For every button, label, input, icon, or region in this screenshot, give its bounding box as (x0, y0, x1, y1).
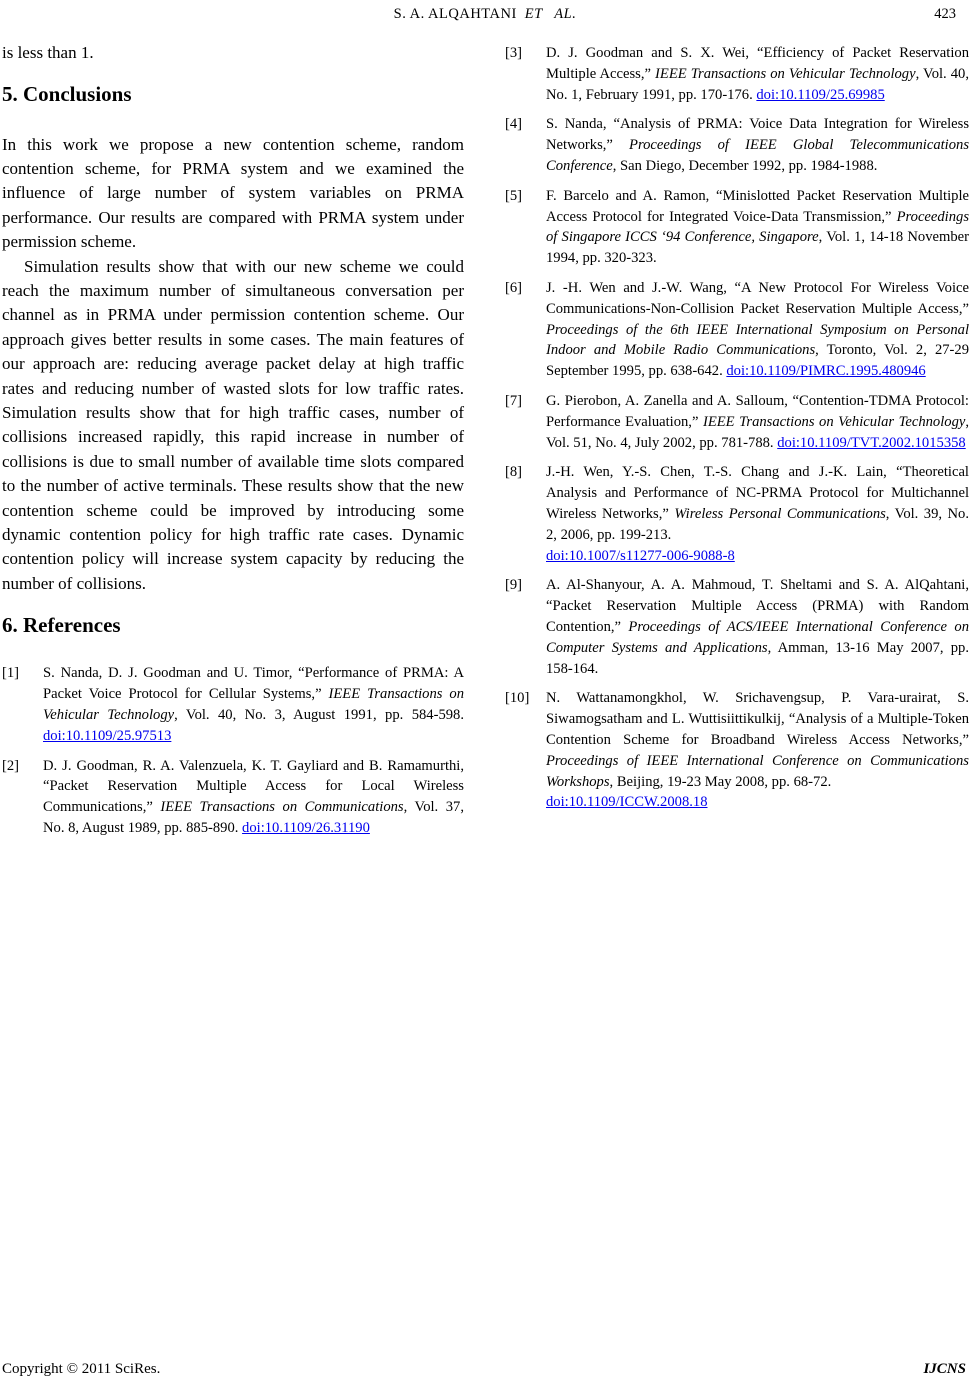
reference-segment: S. Nanda, D. J. Goodman and U. Timor, “Performance of PRMA: A Packet Voice Protocol for Cellular Systems,” (43, 665, 464, 703)
doi-link[interactable]: doi:10.1109/ICCW.2008.18 (546, 794, 708, 811)
reference-text (546, 690, 969, 810)
reference-number: [7] (505, 392, 523, 409)
reference-segment: , Vol. 39, No. 2, 2006, pp. 199-213. (546, 505, 970, 543)
publication-title: IEEE Transactions on Communications (160, 799, 404, 816)
publication-title: Proceedings of IEEE International Conference on Communications Workshops (546, 752, 969, 790)
doi-link[interactable]: doi:10.1007/s11277-006-9088-8 (546, 547, 735, 564)
reference-number: [10] (505, 690, 530, 707)
reference-text (546, 464, 969, 563)
publication-title: Proceedings of the 6th IEEE International Symposium on Personal Indoor and Mobile Radio Communications (546, 321, 969, 359)
reference-item (505, 114, 969, 176)
reference-segment: , Vol. 37, No. 8, August 1989, pp. 885-890. (43, 799, 464, 836)
paragraph-fragment: is less than 1. (2, 43, 94, 62)
reference-number: [3] (505, 45, 523, 61)
doi-link[interactable]: doi:10.1109/25.69985 (756, 86, 885, 103)
reference-text (43, 758, 464, 836)
right-column (505, 41, 969, 848)
running-title-etal: ET AL. (524, 6, 577, 22)
publication-title: Proceedings of Singapore ICCS ‘94 Conference, Singapore (546, 208, 969, 246)
reference-segment: S. Nanda, “Analysis of PRMA: Voice Data Integration for Wireless Networks,” (546, 116, 969, 154)
reference-item (505, 462, 969, 566)
reference-segment: F. Barcelo and A. Ramon, “Minislotted Packet Reservation Multiple Access Protocol for Integrated Voice-Data Transmission,” (546, 187, 969, 225)
reference-number: [2] (2, 757, 20, 774)
running-title (0, 6, 970, 23)
running-title-authors: S. A. ALQAHTANI (393, 6, 517, 22)
page-header (0, 0, 970, 26)
reference-item (2, 756, 464, 839)
publication-title: Proceedings of IEEE Global Telecommunications Conference (546, 137, 969, 174)
reference-text (546, 116, 969, 174)
reference-number: [4] (505, 116, 523, 133)
reference-number: [1] (2, 665, 20, 682)
doi-link[interactable]: doi:10.1109/TVT.2002.1015358 (777, 434, 966, 451)
reference-number: [8] (505, 464, 523, 481)
doi-link[interactable]: doi:10.1109/26.31190 (242, 819, 370, 836)
reference-segment: , San Diego, December 1992, pp. 1984-1988. (612, 157, 878, 174)
doi-link[interactable]: doi:10.1109/25.97513 (43, 727, 172, 744)
reference-item (505, 278, 969, 382)
content-columns (0, 41, 970, 848)
reference-item (505, 43, 969, 105)
reference-segment: , Vol. 40, No. 1, February 1991, pp. 170-176. (546, 65, 969, 103)
reference-item (505, 575, 969, 679)
reference-segment: , Beijing, 19-23 May 2008, pp. 68-72. (609, 773, 832, 790)
reference-text (546, 280, 969, 379)
reference-segment: G. Pierobon, A. Zanella and A. Salloum, “Contention-TDMA Protocol: Performance Evaluation,” (546, 392, 969, 430)
reference-segment: N. Wattanamongkhol, W. Srichavengsup, P. Vara-urairat, S. Siwamogsatham and L. Wuttisiittikulkij, “Analysis of a Multiple-Token Contention Scheme for Broadband Wireless Access Networks,” (546, 690, 969, 748)
references-list-left (2, 663, 464, 838)
reference-item (505, 186, 969, 269)
conclusions-heading: 5. Conclusions (2, 82, 132, 107)
reference-segment: , Vol. 1, 14-18 November 1994, pp. 320-323. (546, 229, 969, 267)
references-heading: 6. References (2, 613, 121, 638)
publication-title: IEEE Transactions on Vehicular Technology (655, 65, 916, 82)
reference-item (2, 663, 464, 746)
reference-segment: A. Al-Shanyour, A. A. Mahmoud, T. Sheltami and S. A. AlQahtani, “Packet Reservation Multiple Access (PRMA) with Random Contention,” (546, 577, 969, 635)
publication-title: Proceedings of ACS/IEEE International Conference on Computer Systems and Applications (546, 618, 969, 656)
publication-title: IEEE Transactions on Vehicular Technology (702, 413, 966, 430)
publication-title: Wireless Personal Communications (674, 505, 886, 522)
journal-abbrev: IJCNS (923, 1361, 966, 1377)
reference-segment: J.-H. Wen, Y.-S. Chen, T.-S. Chang and J.-K. Lain, “Theoretical Analysis and Performance of NC-PRMA Protocol for Multichannel Wireless Networks,” (546, 464, 969, 522)
conclusions-paragraph-2: Simulation results show that with our new scheme we could reach the maximum number of simultaneous conversation per channel as in PRMA under permission contention scheme. Our approach gives better results in some cases. The main features of our approach are: reducing average packet delay at high traffic rates and reducing number of wasted slots for low traffic rates. Simulation results show that for high traffic cases, number of collisions increased rapidly, this rapid increase in number of collisions is due to small number of available time slots compared to the number of active terminals. These results show that the new contention scheme could be improved by introducing some dynamic contention policy for high traffic rate cases. Dynamic contention policy will increase system capacity by reducing the number of collisions. (2, 256, 464, 593)
conclusions-paragraph-1: In this work we propose a new contention scheme, random contention scheme, for PRMA system and we examined the influence of large number of system variables on PRMA performance. Our results are compared with PRMA system under permission scheme. (2, 134, 464, 252)
reference-text (43, 665, 464, 743)
copyright-text: Copyright © 2011 SciRes. (2, 1361, 161, 1377)
reference-segment: D. J. Goodman and S. X. Wei, “Efficiency of Packet Reservation Multiple Access,” (546, 45, 969, 82)
left-column (2, 41, 464, 848)
reference-number: [5] (505, 187, 523, 204)
reference-segment: , Vol. 40, No. 3, August 1991, pp. 584-598. (174, 706, 464, 723)
publication-title: IEEE Transactions on Vehicular Technology (43, 686, 464, 723)
reference-segment: , Amman, 13-16 May 2007, pp. 158-164. (546, 639, 969, 677)
reference-number: [6] (505, 279, 523, 296)
reference-segment: J. -H. Wen and J.-W. Wang, “A New Protocol For Wireless Voice Communications-Non-Collision Packet Reservation Multiple Access,” (546, 279, 969, 317)
reference-segment: D. J. Goodman, R. A. Valenzuela, K. T. Gayliard and B. Ramamurthi, “Packet Reservation Multiple Access for Local Wireless Communications,” (43, 757, 464, 816)
reference-item (505, 688, 969, 813)
page-footer (2, 1361, 966, 1378)
reference-text (546, 393, 969, 451)
reference-text (546, 188, 969, 266)
reference-item (505, 391, 969, 453)
page-number: 423 (934, 6, 956, 22)
reference-number: [9] (505, 577, 523, 594)
reference-text (546, 577, 969, 676)
doi-link[interactable]: doi:10.1109/PIMRC.1995.480946 (726, 363, 926, 380)
references-list-right (505, 43, 969, 813)
reference-segment: , Toronto, Vol. 2, 27-29 September 1995, pp. 638-642. (546, 342, 969, 380)
reference-segment: , Vol. 51, No. 4, July 2002, pp. 781-788. (546, 413, 969, 451)
reference-text (546, 45, 969, 103)
